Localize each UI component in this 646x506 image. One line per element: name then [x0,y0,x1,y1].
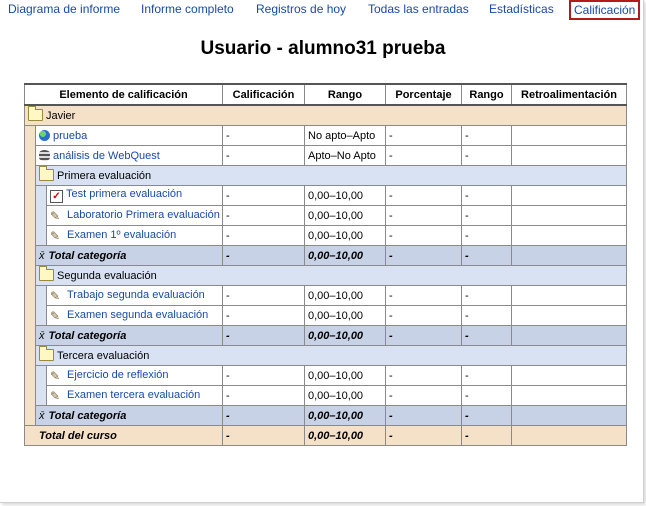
percent-cell: - [386,326,462,346]
item-link-prueba[interactable]: prueba [53,129,88,142]
range-cell: 0,00–10,00 [305,186,386,206]
item-link[interactable]: Examen segunda evaluación [67,309,209,321]
percent-cell: - [386,206,462,226]
item-link[interactable]: Trabajo segunda evaluación [67,289,205,301]
category-row-tercera [25,346,627,366]
percent-cell: - [386,306,462,326]
rank-cell: - [462,206,512,226]
header-percent[interactable]: Porcentaje [386,84,462,105]
range-cell: Apto–No Apto [305,146,386,166]
tab-informe-completo[interactable]: Informe completo [141,2,234,16]
table-row [25,226,627,246]
percent-cell: - [386,406,462,426]
table-row [25,306,627,326]
page-title: Usuario - alumno31 prueba [200,38,446,59]
grade-cell: - [223,206,305,226]
range-cell: No apto–Apto [305,126,386,146]
mean-symbol-icon: x̄ [39,329,45,342]
percent-cell: - [386,246,462,266]
table-header-row [25,84,627,105]
percent-cell: - [386,186,462,206]
category-total-row [25,326,627,346]
mean-symbol-icon: x̄ [39,409,45,422]
total-label: Total categoría [48,329,127,342]
range-cell: 0,00–10,00 [305,326,386,346]
rank-cell: - [462,426,512,446]
category-row-primera [25,166,627,186]
table-row [25,206,627,226]
category-name: Segunda evaluación [57,270,157,282]
item-link[interactable]: Ejercicio de reflexión [67,369,169,381]
item-link[interactable]: Test primera evaluación [66,188,183,200]
grade-cell: - [223,186,305,206]
category-row-javier [25,105,627,126]
feedback-cell [512,246,627,266]
rank-cell: - [462,406,512,426]
tab-registros-hoy[interactable]: Registros de hoy [256,2,347,16]
tab-todas-entradas[interactable]: Todas las entradas [368,2,469,16]
range-cell: 0,00–10,00 [305,386,386,406]
percent-cell: - [386,366,462,386]
rank-cell: - [462,326,512,346]
assignment-icon: ✎ [50,209,61,223]
table-row [25,186,627,206]
database-icon [39,150,50,161]
category-name: Javier [46,110,76,122]
percent-cell: - [386,426,462,446]
percent-cell: - [386,226,462,246]
grade-cell: - [223,406,305,426]
grade-cell: - [223,426,305,446]
feedback-cell [512,306,627,326]
feedback-cell [512,326,627,346]
rank-cell: - [462,246,512,266]
item-link[interactable]: Laboratorio Primera evaluación [67,209,220,221]
range-cell: 0,00–10,00 [305,226,386,246]
header-grade[interactable]: Calificación [223,84,305,105]
percent-cell: - [386,286,462,306]
folder-icon [39,269,54,281]
grade-cell: - [223,246,305,266]
tab-estadisticas[interactable]: Estadísticas [489,2,554,16]
percent-cell: - [386,126,462,146]
grade-table [24,83,627,446]
folder-icon [28,109,43,121]
feedback-cell [512,186,627,206]
header-rank[interactable]: Rango [462,84,512,105]
grade-cell: - [223,126,305,146]
table-row [25,126,627,146]
feedback-cell [512,366,627,386]
category-total-row [25,246,627,266]
table-row [25,386,627,406]
rank-cell: - [462,186,512,206]
assignment-icon: ✎ [50,309,61,323]
category-total-row [25,406,627,426]
range-cell: 0,00–10,00 [305,306,386,326]
grade-cell: - [223,386,305,406]
grade-cell: - [223,146,305,166]
folder-icon [39,349,54,361]
table-row [25,366,627,386]
course-total-label: Total del curso [39,429,117,442]
assignment-icon: ✎ [50,369,61,383]
table-row [25,286,627,306]
range-cell: 0,00–10,00 [305,406,386,426]
category-name: Primera evaluación [57,170,152,182]
feedback-cell [512,126,627,146]
feedback-cell [512,426,627,446]
tab-calificacion[interactable]: Calificación [569,0,640,20]
rank-cell: - [462,226,512,246]
rank-cell: - [462,306,512,326]
range-cell: 0,00–10,00 [305,286,386,306]
grade-cell: - [223,326,305,346]
feedback-cell [512,286,627,306]
range-cell: 0,00–10,00 [305,246,386,266]
header-item: Elemento de calificación [25,84,223,105]
category-row-segunda [25,266,627,286]
rank-cell: - [462,286,512,306]
rank-cell: - [462,366,512,386]
header-feedback[interactable]: Retroalimentación [512,84,627,105]
assignment-icon: ✎ [50,229,61,243]
mean-symbol-icon: x̄ [39,249,45,262]
grade-cell: - [223,306,305,326]
grade-cell: - [223,286,305,306]
tab-diagrama-informe[interactable]: Diagrama de informe [8,2,121,16]
grade-cell: - [223,366,305,386]
item-link-webquest[interactable]: análisis de WebQuest [53,149,160,162]
table-row [25,146,627,166]
grade-cell: - [223,226,305,246]
feedback-cell [512,406,627,426]
feedback-cell [512,146,627,166]
total-label: Total categoría [48,409,127,422]
feedback-cell [512,226,627,246]
range-cell: 0,00–10,00 [305,366,386,386]
report-tabs [0,0,646,20]
item-link[interactable]: Examen 1º evaluación [67,229,177,241]
range-cell: 0,00–10,00 [305,206,386,226]
globe-icon [39,130,50,141]
folder-icon [39,169,54,181]
category-name: Tercera evaluación [57,350,150,362]
rank-cell: - [462,146,512,166]
percent-cell: - [386,386,462,406]
course-total-row [25,426,627,446]
rank-cell: - [462,126,512,146]
quiz-checkbox-icon: ✓ [50,190,63,203]
item-link[interactable]: Examen tercera evaluación [67,389,201,401]
assignment-icon: ✎ [50,389,61,403]
assignment-icon: ✎ [50,289,61,303]
rank-cell: - [462,386,512,406]
feedback-cell [512,206,627,226]
header-range[interactable]: Rango [305,84,386,105]
total-label: Total categoría [48,249,127,262]
percent-cell: - [386,146,462,166]
range-cell: 0,00–10,00 [305,426,386,446]
feedback-cell [512,386,627,406]
